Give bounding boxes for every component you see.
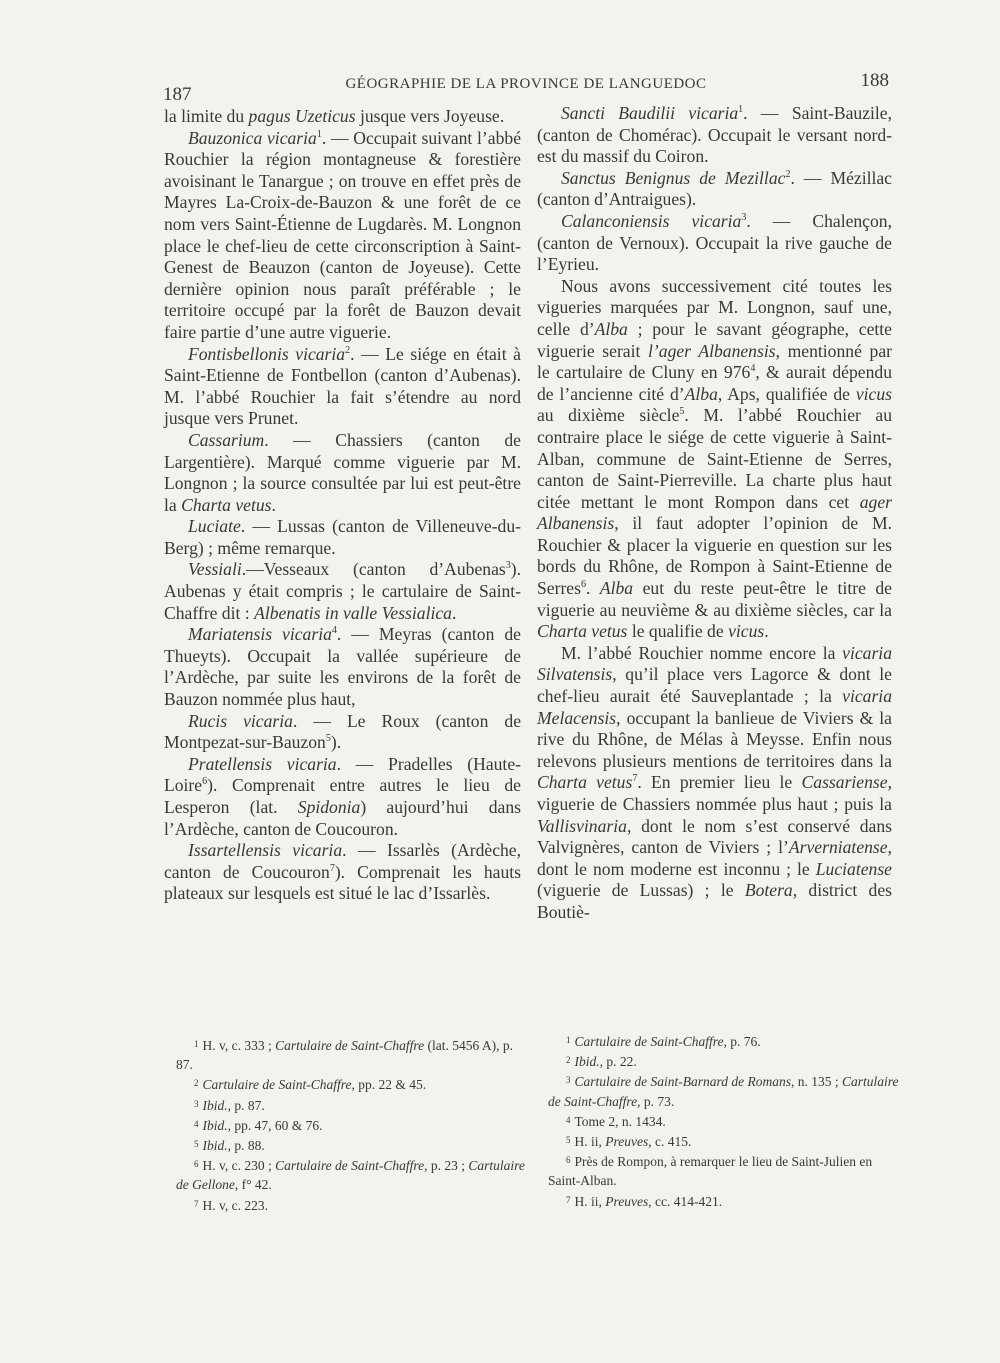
paragraph: Mariatensis vicaria$^4$. — Meyras (canton de Thueyts). Occupait la vallée supérieure de l’Ardèche, par suite les environs de la forêt de Bauzon nommée plus haut,: [164, 624, 521, 710]
footnotes-right: [548, 1031, 903, 1211]
paragraph: Calanconiensis vicaria$^3$. — Chalençon, (canton de Vernoux). Occupait la rive gauche de l’Eyrieu.: [537, 210, 892, 275]
entry-title: Pratellensis vicaria: [188, 753, 337, 774]
paragraph: Sanctus Benignus de Mezillac$^2$. — Mézillac (canton d’Antraigues).: [537, 167, 892, 210]
footnote: $^5$ H. ii, Preuves, c. 415.: [566, 1134, 692, 1150]
entry-title: Issartellensis vicaria: [188, 840, 343, 861]
paragraph: Nous avons successivement cité toutes les vigueries marquées par M. Longnon, sauf une, celle d’Alba ; pour le savant géographe, cette viguerie serait l’ager Albanensis, mentionné par le cartulaire de Cluny en $976^4$, & aurait dépendu de l’ancienne cité d’Alba, Aps, qualifiée de vicus au dixième siècle$^5$. M. l’abbé Rouchier au contraire place le siége de cette viguerie à Saint-Alban, commune de Saint-Etienne de Serres, canton de Saint-Pierreville. La charte plus haut citée mettant le mont Rompon dans cet ager Albanensis, il faut adopter l’opinion de M. Rouchier & placer la viguerie en question sur les bords du Rhône, de Rompon à Saint-Etienne de Serres$^6$. Alba eut du reste peut-être le titre de viguerie au neuvième & au dixième siècles, car la Charta vetus le qualifie de vicus.: [537, 275, 892, 642]
paragraph: M. l’abbé Rouchier nomme encore la vicaria Silvatensis, qu’il place vers Lagorce & dont le chef-lieu aurait été Sauveplantade ; la vicaria Melacensis, occupant la banlieue de Viviers & la rive du Rhône, de Mélas à Meysse. Enfin nous relevons plusieurs mentions de territoires dans la Charta vetus$^7$. En premier lieu le Cassariense, viguerie de Chassiers nommée plus haut ; puis la Vallisvinaria, dont le nom s’est conservé dans Valvignères, canton de Viviers ; l’Arverniatense, dont le nom moderne est inconnu ; le Luciatense (viguerie de Lussas) ; le Botera, district des Boutiè-: [537, 642, 892, 922]
footnote: $^7$ H. v, c. 223.: [194, 1197, 268, 1213]
entry-title: Mariatensis vicaria: [188, 624, 332, 645]
footnote: $^2$ Cartulaire de Saint-Chaffre, pp. 22 & 45.: [194, 1077, 427, 1093]
right-column: [537, 103, 892, 924]
footnote: $^3$ Ibid., p. 87.: [194, 1097, 265, 1113]
paragraph: Pratellensis vicaria. — Pradelles (Haute-Loire$^6$). Comprenait entre autres le lieu de Lesperon (lat. Spidonia) aujourd’hui dans l’Ardèche, canton de Coucouron.: [164, 753, 521, 839]
paragraph: Issartellensis vicaria. — Issarlès (Ardèche, canton de Coucouron$^7$). Comprenait les hauts plateaux sur lesquels est situé le lac d’Issarlès.: [164, 840, 522, 904]
entry-title: Calanconiensis vicaria: [561, 210, 742, 231]
entry-title: Rucis vicaria: [188, 710, 293, 731]
footnote: $^6$ H. v, c. 230 ; Cartulaire de Saint-Chaffre, p. 23 ; Cartulaire de Gellone, f° 42.: [176, 1158, 525, 1193]
footnote: $^2$ Ibid., p. 22.: [566, 1054, 637, 1070]
entry-title: Sanctus Benignus de Mezillac: [561, 167, 786, 188]
running-title: GÉOGRAPHIE DE LA PROVINCE DE LANGUEDOC: [345, 76, 707, 92]
paragraph: Luciate. — Lussas (canton de Villeneuve-du-Berg) ; même remarque.: [164, 516, 521, 558]
footnote: $^7$ H. ii, Preuves, cc. 414-421.: [566, 1193, 723, 1209]
footnotes-left: [176, 1035, 526, 1215]
paragraph: Cassarium. — Chassiers (canton de Largentière). Marqué comme viguerie par M. Longnon ; la source consultée par lui est peut-être la Charta vetus.: [164, 429, 521, 515]
left-column: [164, 106, 521, 905]
entry-title: Cassarium: [188, 429, 265, 450]
footnote: $^4$ Ibid., pp. 47, 60 & 76.: [194, 1117, 323, 1133]
entry-title: Fontisbellonis vicaria: [188, 343, 346, 364]
paragraph: Fontisbellonis vicaria$^2$. — Le siége en était à Saint-Etienne de Fontbellon (canton d’Aubenas). M. l’abbé Rouchier la fait s’étendre au nord jusque vers Prunet.: [164, 343, 521, 429]
page-number-left: 187: [163, 84, 192, 105]
footnote: $^3$ Cartulaire de Saint-Barnard de Romans, n. 135 ; Cartulaire de Saint-Chaffre, p. 73.: [548, 1074, 899, 1109]
footnote: $^5$ Ibid., p. 88.: [194, 1138, 265, 1154]
footnote: $^4$ Tome 2, n. 1434.: [566, 1113, 666, 1129]
page-number-right: 188: [860, 70, 889, 91]
paragraph: Rucis vicaria. — Le Roux (canton de Montpezat-sur-Bauzon$^5$).: [164, 710, 521, 753]
page-header: [150, 70, 902, 105]
paragraph: Sancti Baudilii vicaria$^1$. — Saint-Bauzile, (canton de Chomérac). Occupait le versant nord-est du massif du Coiron.: [537, 103, 892, 167]
paragraph: Vessiali.—Vesseaux (canton d’Aubenas$^3$). Aubenas y était compris ; le cartulaire de Saint-Chaffre dit : Albenatis in valle Vessialica.: [164, 559, 521, 623]
entry-title: Sancti Baudilii vicaria: [561, 103, 739, 123]
entry-title: Vessiali: [188, 559, 242, 580]
footnote: $^6$ Près de Rompon, à remarquer le lieu de Saint-Julien en Saint-Alban.: [548, 1154, 873, 1189]
footnote: $^1$ Cartulaire de Saint-Chaffre, p. 76.: [566, 1034, 761, 1049]
entry-title: Luciate: [188, 516, 241, 537]
paragraph: Bauzonica vicaria$^1$. — Occupait suivant l’abbé Rouchier la région montagneuse & forestière avoisinant le Tanargue ; on trouve en effet près de Mayres La-Croix-de-Bauzon & une forêt de ce nom vers Saint-Étienne de Lugdarès. M. Longnon place le chef-lieu de cette circonscription à Saint-Genest de Beauzon (canton de Joyeuse). Cette dernière opinion nous paraît préférable ; le territoire occupé par la forêt de Bauzon devait faire partie d’une autre viguerie.: [164, 127, 522, 342]
paragraph: la limite du pagus Uzeticus jusque vers Joyeuse.: [164, 106, 505, 126]
footnote: $^1$ H. v, c. 333 ; Cartulaire de Saint-Chaffre (lat. 5456 A), p. 87.: [176, 1038, 513, 1073]
entry-title: Bauzonica vicaria: [188, 127, 317, 148]
